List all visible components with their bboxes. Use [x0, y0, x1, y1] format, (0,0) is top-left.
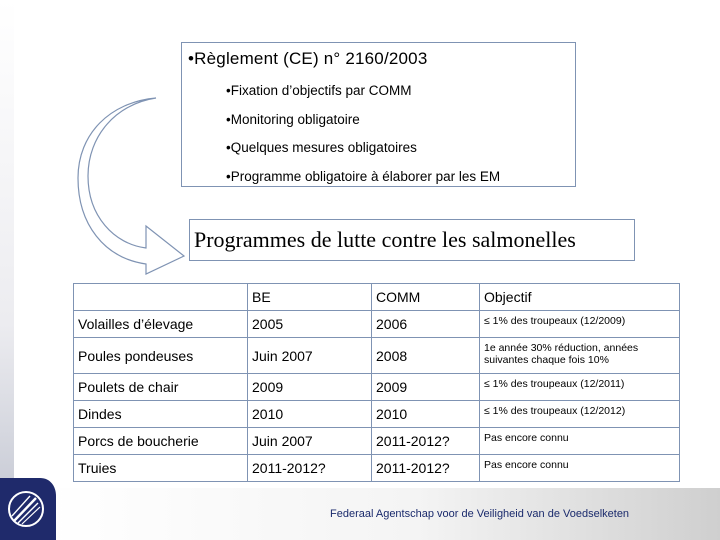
table-cell: Pas encore connu [480, 455, 680, 482]
table-cell: 2005 [248, 311, 372, 338]
table-row [74, 311, 680, 338]
table-cell: 1e année 30% réduction, années suivantes chaque fois 10% [480, 338, 680, 374]
programme-title: Programmes de lutte contre les salmonelles [189, 219, 635, 261]
table-header-row [74, 284, 680, 311]
programme-table [73, 283, 680, 482]
table-cell: 2006 [372, 311, 480, 338]
table-row [74, 455, 680, 482]
table-cell: ≤ 1% des troupeaux (12/2009) [480, 311, 680, 338]
regulation-title: •Règlement (CE) n° 2160/2003 [188, 49, 428, 68]
footer-agency-name: Federaal Agentschap voor de Veiligheid van de Voedselketen [330, 508, 630, 520]
table-cell: Juin 2007 [248, 338, 372, 374]
table-cell: Poulets de chair [74, 374, 248, 401]
table-header-cell: BE [248, 284, 372, 311]
table-cell: Juin 2007 [248, 428, 372, 455]
table-cell: Truies [74, 455, 248, 482]
table-cell: 2009 [372, 374, 480, 401]
table-cell: Pas encore connu [480, 428, 680, 455]
table-row [74, 374, 680, 401]
left-edge-decoration [0, 0, 20, 540]
regulation-item: •Fixation d’objectifs par COMM [226, 83, 412, 98]
regulation-box [181, 42, 576, 187]
table-cell: Poules pondeuses [74, 338, 248, 374]
table-cell: 2009 [248, 374, 372, 401]
fork-knife-logo-icon [0, 478, 56, 540]
table-header-cell: COMM [372, 284, 480, 311]
table-cell: Volailles d’élevage [74, 311, 248, 338]
table-row [74, 401, 680, 428]
table-cell: Dindes [74, 401, 248, 428]
regulation-item: •Monitoring obligatoire [226, 112, 360, 127]
table-cell: Porcs de boucherie [74, 428, 248, 455]
regulation-item: •Programme obligatoire à élaborer par les EM [226, 169, 501, 184]
table-header-cell [74, 284, 248, 311]
curved-arrow-icon [76, 96, 186, 276]
table-row [74, 338, 680, 374]
table-cell: 2010 [248, 401, 372, 428]
table-header-cell: Objectif [480, 284, 680, 311]
regulation-item: •Quelques mesures obligatoires [226, 140, 417, 155]
table-cell: 2011-2012? [248, 455, 372, 482]
table-cell: 2011-2012? [372, 455, 480, 482]
table-cell: 2010 [372, 401, 480, 428]
table-cell: 2011-2012? [372, 428, 480, 455]
table-cell: ≤ 1% des troupeaux (12/2011) [480, 374, 680, 401]
table-cell: 2008 [372, 338, 480, 374]
table-row [74, 428, 680, 455]
table-cell: ≤ 1% des troupeaux (12/2012) [480, 401, 680, 428]
